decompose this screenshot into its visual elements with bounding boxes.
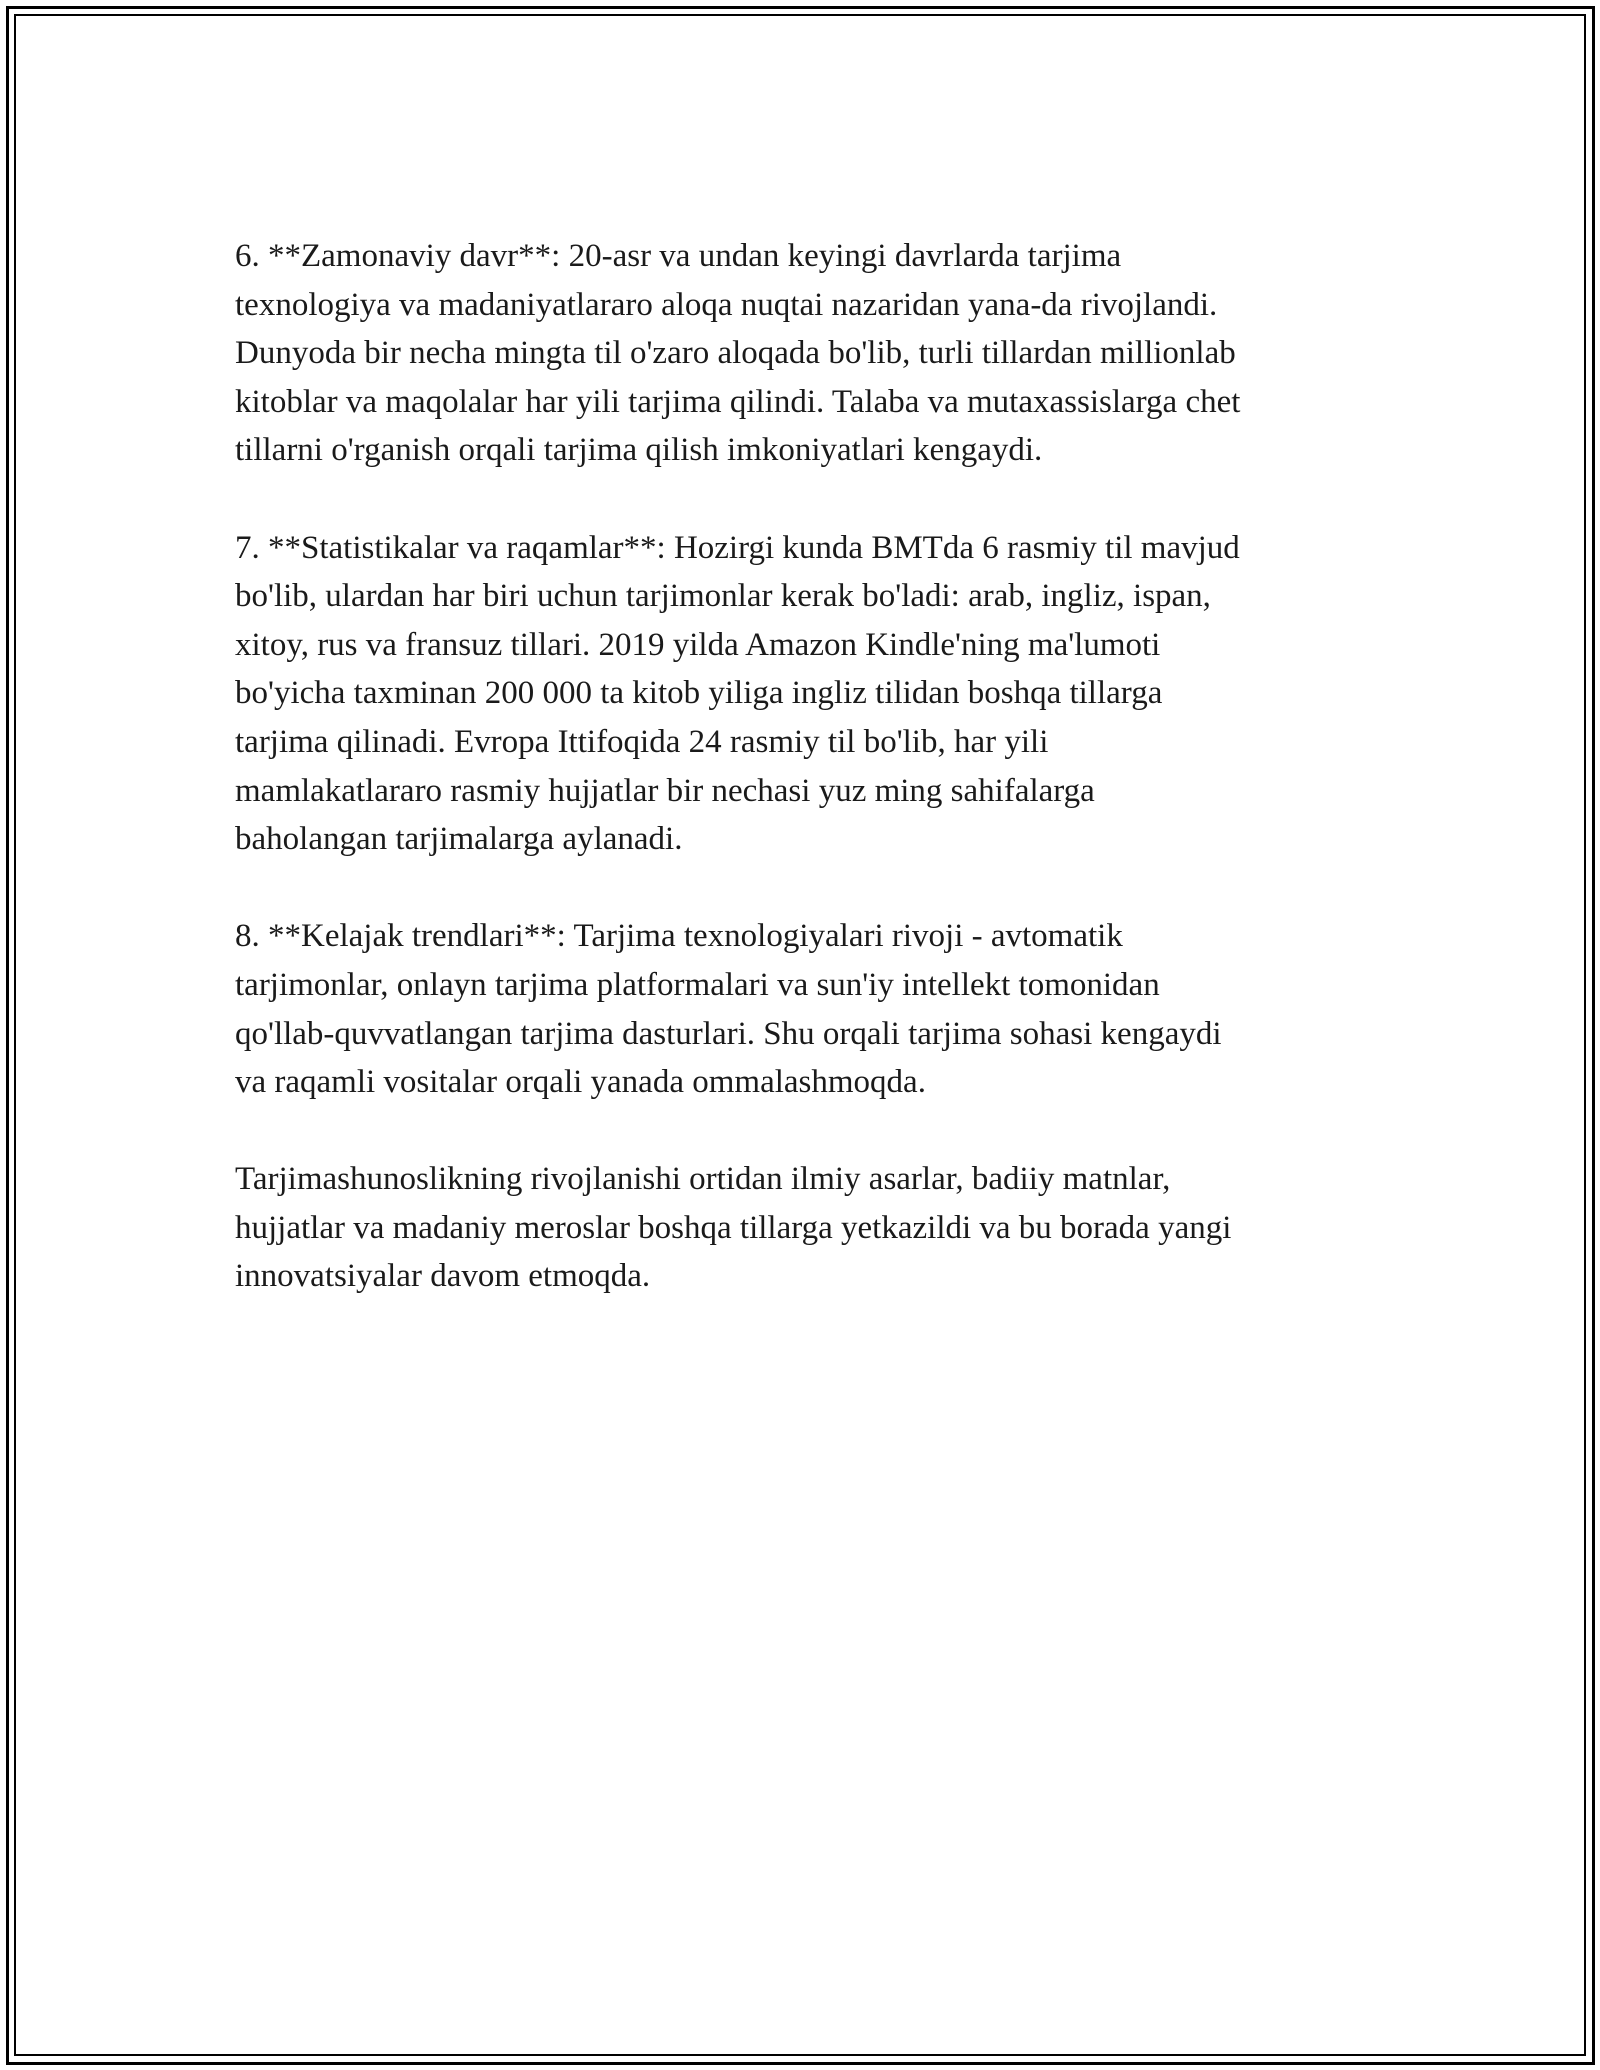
- paragraph-modern-era: [235, 232, 1375, 475]
- text-line: innovatsiyalar davom etmoqda.: [235, 1258, 651, 1295]
- text-line: 6. **Zamonaviy davr**: 20-asr va undan keyingi davrlarda tarjima: [235, 238, 1122, 274]
- text-line: tillarni o'rganish orqali tarjima qilish imkoniyatlari kengaydi.: [235, 432, 1043, 469]
- text-line: qo'llab-quvvatlangan tarjima dasturlari. Shu orqali tarjima sohasi kengaydi: [235, 1015, 1222, 1052]
- text-line: hujjatlar va madaniy meroslar boshqa tillarga yetkazildi va bu borada yangi: [235, 1209, 1232, 1246]
- paragraph-statistics: [235, 524, 1375, 864]
- text-line: bo'yicha taxminan 200 000 ta kitob yiliga ingliz tilidan boshqa tillarga: [235, 675, 1163, 712]
- text-line: tarjima qilinadi. Evropa Ittifoqida 24 rasmiy til bo'lib, har yili: [235, 723, 1049, 760]
- text-line: Dunyoda bir necha mingta til o'zaro aloqada bo'lib, turli tillardan millionlab: [235, 335, 1236, 372]
- text-line: 7. **Statistikalar va raqamlar**: Hozirgi kunda BMTda 6 rasmiy til mavjud: [235, 529, 1240, 566]
- text-line: xitoy, rus va fransuz tillari. 2019 yilda Amazon Kindle'ning ma'lumoti: [235, 626, 1161, 663]
- paragraph-future-trends: [235, 912, 1375, 1106]
- text-line: Tarjimashunoslikning rivojlanishi ortidan ilmiy asarlar, badiiy matnlar,: [235, 1161, 1171, 1198]
- text-line: texnologiya va madaniyatlararo aloqa nuqtai nazaridan yana-da rivojlandi.: [235, 286, 1218, 323]
- text-line: tarjimonlar, onlayn tarjima platformalari va sun'iy intellekt tomonidan: [235, 966, 1160, 1003]
- paragraph-conclusion: [235, 1155, 1375, 1301]
- document-body: [235, 232, 1375, 1350]
- text-line: kitoblar va maqolalar har yili tarjima qilindi. Talaba va mutaxassislarga chet: [235, 383, 1241, 420]
- text-line: va raqamli vositalar orqali yanada ommalashmoqda.: [235, 1064, 926, 1101]
- text-line: 8. **Kelajak trendlari**: Tarjima texnologiyalari rivoji - avtomatik: [235, 918, 1123, 955]
- text-line: mamlakatlararo rasmiy hujjatlar bir nechasi yuz ming sahifalarga: [235, 772, 1095, 809]
- text-line: baholangan tarjimalarga aylanadi.: [235, 821, 683, 858]
- text-line: bo'lib, ulardan har biri uchun tarjimonlar kerak bo'ladi: arab, ingliz, ispan,: [235, 578, 1211, 615]
